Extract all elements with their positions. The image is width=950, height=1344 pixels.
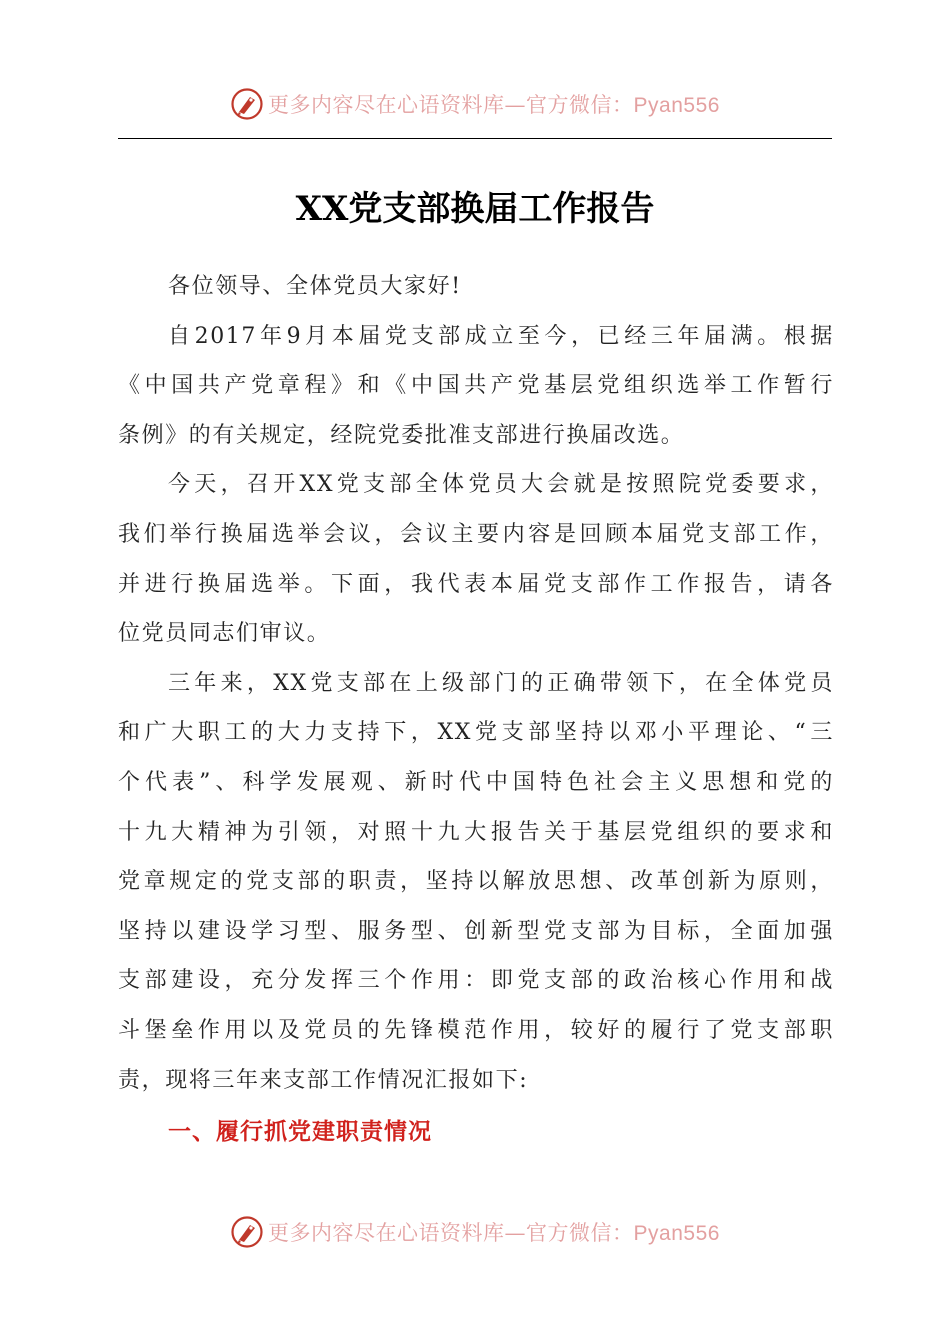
- section-heading: 一、履行抓党建职责情况: [168, 1118, 432, 1145]
- paragraph-line: 和广大职工的大力支持下，XX党支部坚持以邓小平理论、“三: [118, 720, 834, 746]
- paragraph-line: 《中国共产党章程》和《中国共产党基层党组织选举工作暂行: [118, 373, 834, 399]
- paragraph-summary: [118, 659, 834, 1105]
- footer-banner: [0, 1212, 950, 1252]
- paragraph-line: 条例》的有关规定，经院党委批准支部进行换届改选。: [118, 422, 685, 448]
- document-title: XX党支部换届工作报告: [295, 189, 655, 229]
- paragraph-line: 位党员同志们审议。: [118, 621, 331, 647]
- paragraph-line: 并进行换届选举。下面，我代表本届党支部作工作报告，请各: [118, 571, 834, 597]
- pen-nib-icon: [230, 1215, 264, 1249]
- paragraph-line: 支部建设，充分发挥三个作用：即党支部的政治核心作用和战: [118, 968, 834, 994]
- paragraph-line: 自2017年9月本届党支部成立至今，已经三年届满。根据: [168, 323, 834, 349]
- header-banner: [0, 84, 950, 124]
- paragraph-line: 党章规定的党支部的职责，坚持以解放思想、改革创新为原则，: [118, 869, 834, 895]
- pen-nib-icon: [230, 87, 264, 121]
- header-wechat-id: Pyan556: [633, 94, 720, 117]
- paragraph-line: 十九大精神为引领，对照十九大报告关于基层党组织的要求和: [118, 819, 834, 845]
- paragraph-line: 坚持以建设学习型、服务型、创新型党支部为目标，全面加强: [118, 918, 834, 944]
- document-body: [118, 262, 834, 1157]
- header-divider: [118, 138, 832, 139]
- paragraph-line: 三年来，XX党支部在上级部门的正确带领下，在全体党员: [168, 670, 834, 696]
- footer-banner-text: 更多内容尽在心语资料库—官方微信：Pyan556: [268, 1221, 720, 1245]
- paragraph-greeting: [118, 262, 834, 312]
- header-banner-text: 更多内容尽在心语资料库—官方微信：Pyan556: [268, 93, 720, 117]
- paragraph-line: 责，现将三年来支部工作情况汇报如下:: [118, 1067, 529, 1093]
- footer-wechat-id: Pyan556: [633, 1222, 720, 1245]
- paragraph-line: 今天，召开XX党支部全体党员大会就是按照院党委要求，: [168, 472, 834, 498]
- paragraph-meeting: [118, 460, 834, 658]
- paragraph-line: 个代表”、科学发展观、新时代中国特色社会主义思想和党的: [118, 769, 834, 795]
- paragraph-intro: [118, 312, 834, 461]
- paragraph-line: 斗堡垒作用以及党员的先锋模范作用，较好的履行了党支部职: [118, 1017, 834, 1043]
- paragraph-line: 我们举行换届选举会议，会议主要内容是回顾本届党支部工作，: [118, 521, 834, 547]
- paragraph-line: 各位领导、全体党员大家好!: [168, 274, 462, 299]
